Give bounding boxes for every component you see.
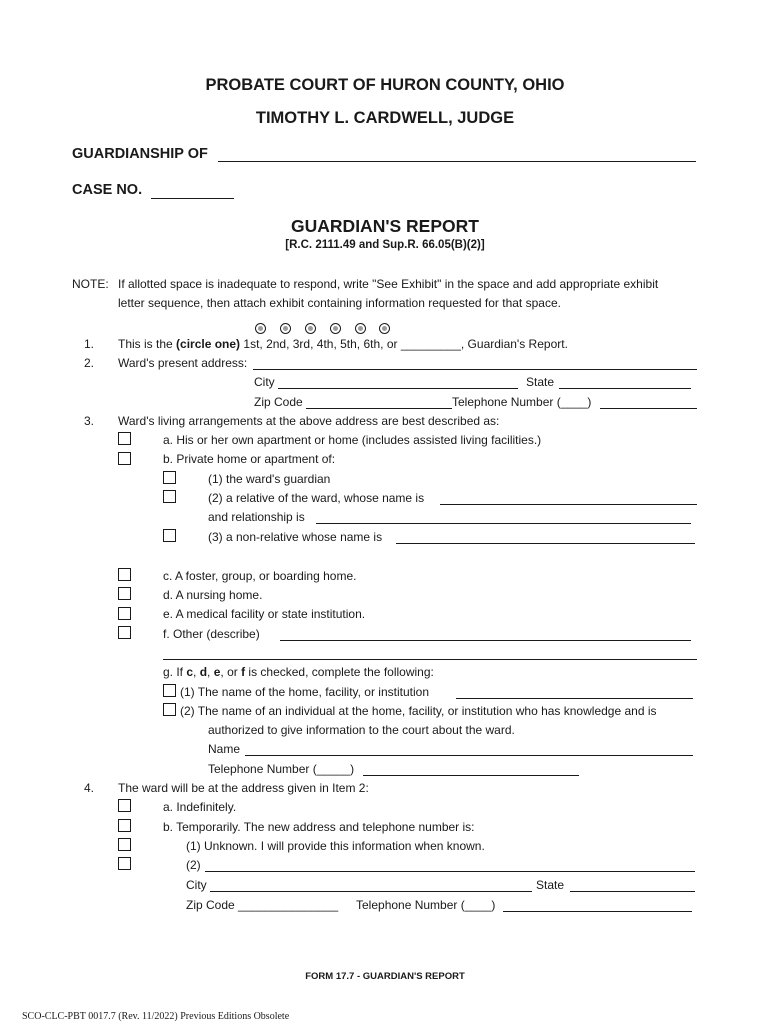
option-3b-label: b. Private home or apartment of: (163, 452, 336, 466)
case-number-label: CASE NO. (72, 182, 143, 198)
report-title: GUARDIAN'S REPORT (291, 216, 479, 236)
option-3f-label: f. Other (describe) (163, 627, 260, 641)
contact-phone-field[interactable] (363, 775, 579, 776)
option-3d-label: d. A nursing home. (163, 588, 263, 602)
item-1-suffix: 1st, 2nd, 3rd, 4th, 5th, 6th, or _________, Guardian's Report. (240, 337, 568, 351)
contact-name-label: Name (208, 742, 241, 756)
phone-field[interactable] (600, 408, 697, 409)
new-state-label: State (536, 878, 565, 892)
state-field[interactable] (559, 388, 691, 389)
item-1-text (118, 337, 568, 351)
item-1-prefix: This is the (118, 337, 177, 351)
item-3-number: 3. (84, 414, 95, 428)
checkbox-3b1[interactable] (163, 471, 176, 484)
option-3e-label: e. A medical facility or state institution. (163, 607, 366, 621)
option-3g-sep1: , (193, 665, 200, 679)
circle-option-6th[interactable] (379, 323, 390, 334)
option-3g-prefix: g. If (163, 665, 187, 679)
checkbox-3e[interactable] (118, 607, 131, 620)
checkbox-3f[interactable] (118, 626, 131, 639)
court-title: PROBATE COURT OF HURON COUNTY, OHIO (205, 76, 565, 94)
checkbox-3b3[interactable] (163, 529, 176, 542)
contact-name-field[interactable] (245, 755, 693, 756)
circle-option-3rd[interactable] (305, 323, 316, 334)
option-3b2-label: (2) a relative of the ward, whose name is (208, 491, 425, 505)
relationship-label: and relationship is (208, 510, 305, 524)
checkbox-4b2[interactable] (118, 857, 131, 870)
option-4b1-label: (1) Unknown. I will provide this information when known. (186, 839, 485, 853)
option-3g-f: f (241, 665, 246, 679)
address-label: Ward's present address: (118, 356, 248, 370)
zip-field[interactable] (306, 408, 452, 409)
checkbox-3g2[interactable] (163, 703, 176, 716)
other-describe-field-2[interactable] (163, 659, 697, 660)
city-label: City (254, 375, 275, 389)
note-label: NOTE: (72, 277, 109, 291)
guardianship-field[interactable] (218, 161, 696, 162)
new-phone-label: Telephone Number (____) (356, 898, 496, 912)
option-3g2-line-1: (2) The name of an individual at the home, facility, or institution who has knowledge and is (180, 704, 657, 718)
option-3a-label: a. His or her own apartment or home (includes assisted living facilities.) (163, 433, 542, 447)
checkbox-3b[interactable] (118, 452, 131, 465)
checkbox-4b[interactable] (118, 819, 131, 832)
judge-name: TIMOTHY L. CARDWELL, JUDGE (255, 109, 515, 127)
circle-option-2nd[interactable] (280, 323, 291, 334)
circle-option-5th[interactable] (355, 323, 366, 334)
circle-option-1st[interactable] (255, 323, 266, 334)
contact-phone-label: Telephone Number (_____) (208, 762, 355, 776)
option-4a-label: a. Indefinitely. (163, 800, 237, 814)
city-field[interactable] (278, 388, 518, 389)
zip-label: Zip Code (254, 395, 303, 409)
checkbox-3g1[interactable] (163, 684, 176, 697)
new-phone-field[interactable] (503, 911, 692, 912)
new-zip-label: Zip Code _______________ (186, 898, 339, 912)
new-address-field[interactable] (205, 871, 695, 872)
facility-name-field[interactable] (456, 698, 693, 699)
checkbox-3a[interactable] (118, 432, 131, 445)
option-3g-sep3: , or (220, 665, 242, 679)
form-footer-title: FORM 17.7 - GUARDIAN'S REPORT (305, 971, 465, 982)
new-city-label: City (186, 878, 207, 892)
report-citation: [R.C. 2111.49 and Sup.R. 66.05(B)(2)] (285, 239, 485, 251)
option-3c-label: c. A foster, group, or boarding home. (163, 569, 357, 583)
item-4-intro: The ward will be at the address given in Item 2: (118, 781, 369, 795)
option-3g-e: e (213, 665, 221, 679)
option-3g-d: d (199, 665, 208, 679)
option-3g-c: c (186, 665, 194, 679)
checkbox-3d[interactable] (118, 587, 131, 600)
state-label: State (526, 375, 555, 389)
other-describe-field[interactable] (280, 640, 691, 641)
guardianship-label: GUARDIANSHIP OF (72, 146, 208, 162)
option-3g-suffix: is checked, complete the following: (245, 665, 434, 679)
case-number-field[interactable] (151, 198, 234, 199)
checkbox-3c[interactable] (118, 568, 131, 581)
form-revision: SCO-CLC-PBT 0017.7 (Rev. 11/2022) Previous Editions Obsolete (22, 1011, 290, 1022)
option-3g2-line-2: authorized to give information to the court about the ward. (208, 723, 515, 737)
item-1-number: 1. (84, 337, 95, 351)
option-3g-sep2: , (207, 665, 214, 679)
note-line-1: If allotted space is inadequate to respond, write "See Exhibit" in the space and add appropriate exhibit (118, 277, 659, 291)
address-field[interactable] (253, 369, 697, 370)
option-3b1-label: (1) the ward's guardian (208, 472, 331, 486)
checkbox-3b2[interactable] (163, 490, 176, 503)
item-1-circle-one: (circle one) (176, 337, 241, 351)
option-4b-label: b. Temporarily. The new address and telephone number is: (163, 820, 475, 834)
note-line-2: letter sequence, then attach exhibit containing information requested for that space. (118, 296, 561, 310)
circle-option-4th[interactable] (330, 323, 341, 334)
checkbox-4a[interactable] (118, 799, 131, 812)
option-3g1-label: (1) The name of the home, facility, or institution (180, 685, 430, 699)
option-3b3-label: (3) a non-relative whose name is (208, 530, 383, 544)
option-4b2-label: (2) (186, 858, 201, 872)
option-3g-text (163, 665, 434, 679)
non-relative-name-field[interactable] (396, 543, 695, 544)
phone-label: Telephone Number (____) (452, 395, 592, 409)
relationship-field[interactable] (316, 523, 691, 524)
item-2-number: 2. (84, 356, 95, 370)
new-city-field[interactable] (210, 891, 532, 892)
item-3-intro: Ward's living arrangements at the above address are best described as: (118, 414, 500, 428)
relative-name-field[interactable] (440, 504, 697, 505)
new-state-field[interactable] (570, 891, 695, 892)
checkbox-4b1[interactable] (118, 838, 131, 851)
item-4-number: 4. (84, 781, 95, 795)
